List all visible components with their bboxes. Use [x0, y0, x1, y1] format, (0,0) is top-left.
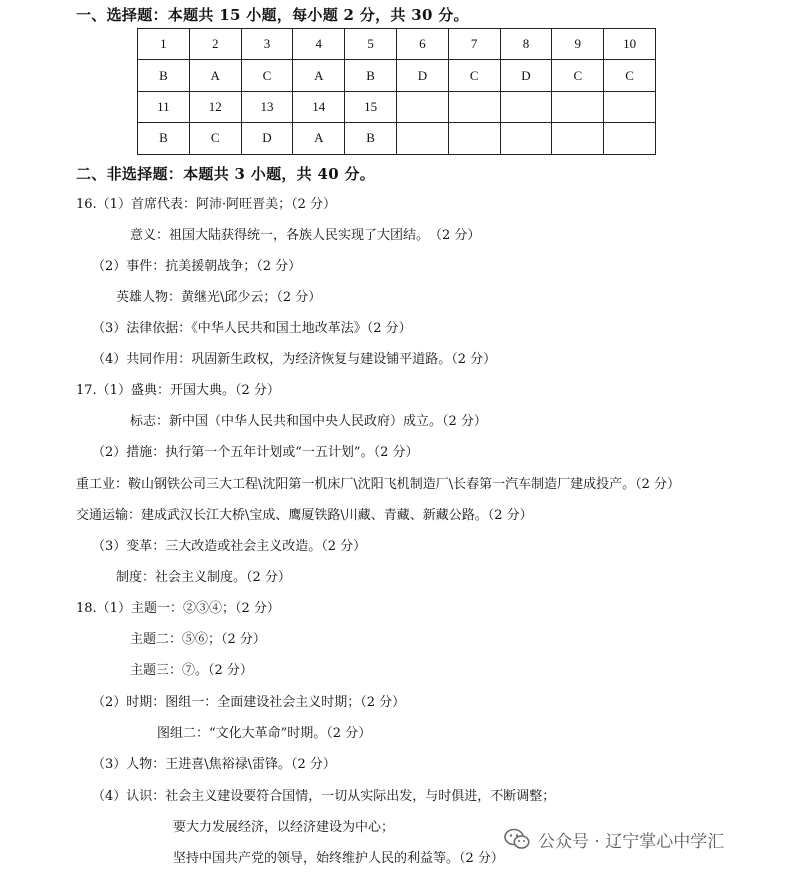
- table-cell: A: [293, 123, 345, 154]
- table-cell: [604, 91, 656, 122]
- table-cell: A: [189, 60, 241, 91]
- watermark: [504, 826, 724, 852]
- watermark-text: 公众号 · 辽宁掌心中学汇: [538, 831, 725, 852]
- q16-part1-line: 16.（1）首席代表：阿沛·阿旺晋美；（2 分）: [76, 197, 336, 212]
- table-cell: 7: [448, 29, 500, 60]
- table-cell: D: [396, 60, 448, 91]
- table-row: [138, 91, 656, 122]
- section-1-title: 一、选择题：本题共 15 小题，每小题 2 分，共 30 分。: [76, 6, 469, 24]
- table-cell: 2: [189, 29, 241, 60]
- q17-part1-mark-line: 标志：新中国（中华人民共和国中央人民政府）成立。（2 分）: [130, 414, 487, 429]
- table-cell: B: [138, 123, 190, 154]
- table-cell: [552, 91, 604, 122]
- table-cell: 8: [500, 29, 552, 60]
- table-cell: 12: [189, 91, 241, 122]
- q18-theme2-line: 主题二：⑤⑥；（2 分）: [130, 632, 266, 647]
- table-cell: C: [241, 60, 293, 91]
- table-cell: 15: [345, 91, 397, 122]
- answer-table: [137, 28, 656, 155]
- q18-part4-line: （4）认识：社会主义建设要符合国情，一切从实际出发，与时俱进，不断调整；: [92, 789, 556, 804]
- table-row: [138, 60, 656, 91]
- table-cell: D: [500, 60, 552, 91]
- table-cell: A: [293, 60, 345, 91]
- q16-part2-line: （2）事件：抗美援朝战争；（2 分）: [92, 259, 302, 274]
- table-cell: 3: [241, 29, 293, 60]
- table-cell: C: [189, 123, 241, 154]
- table-cell: 6: [396, 29, 448, 60]
- table-cell: C: [604, 60, 656, 91]
- q17-heavy-industry-line: 重工业：鞍山钢铁公司三大工程\沈阳第一机床厂\沈阳飞机制造厂\长春第一汽车制造厂建成投产。（2 分）: [76, 477, 681, 492]
- table-cell: C: [552, 60, 604, 91]
- table-cell: B: [345, 123, 397, 154]
- q17-part2-line: （2）措施：执行第一个五年计划或“一五计划”。（2 分）: [92, 445, 419, 460]
- q16-part3-line: （3）法律依据：《中华人民共和国土地改革法》（2 分）: [92, 321, 412, 336]
- table-cell: 1: [138, 29, 190, 60]
- table-cell: 13: [241, 91, 293, 122]
- q17-part1-line: 17.（1）盛典：开国大典。（2 分）: [76, 383, 280, 398]
- table-cell: [448, 123, 500, 154]
- q18-part2-group2-line: 图组二：“文化大革命”时期。（2 分）: [157, 726, 372, 741]
- table-cell: [552, 123, 604, 154]
- table-cell: [396, 91, 448, 122]
- table-cell: 4: [293, 29, 345, 60]
- q16-part4-line: （4）共同作用：巩固新生政权，为经济恢复与建设铺平道路。（2 分）: [92, 352, 497, 367]
- q17-transport-line: 交通运输：建成武汉长江大桥\宝成、鹰厦铁路\川藏、青藏、新藏公路。（2 分）: [76, 508, 533, 523]
- table-cell: 14: [293, 91, 345, 122]
- table-cell: [448, 91, 500, 122]
- table-cell: [604, 123, 656, 154]
- q18-part3-line: （3）人物：王进喜\焦裕禄\雷锋。（2 分）: [92, 757, 336, 772]
- q18-part4-party-line: 坚持中国共产党的领导，始终维护人民的利益等。（2 分）: [173, 851, 504, 866]
- table-row: [138, 29, 656, 60]
- q17-part3-line: （3）变革：三大改造或社会主义改造。（2 分）: [92, 539, 367, 554]
- table-cell: [500, 91, 552, 122]
- table-cell: 11: [138, 91, 190, 122]
- table-cell: B: [138, 60, 190, 91]
- q17-part3-system-line: 制度：社会主义制度。（2 分）: [116, 570, 291, 585]
- section-2-title: 二、非选择题：本题共 3 小题，共 40 分。: [76, 165, 376, 183]
- q16-part1-significance-line: 意义：祖国大陆获得统一，各族人民实现了大团结。 （2 分）: [130, 228, 481, 243]
- table-cell: [396, 123, 448, 154]
- q16-part2-heroes-line: 英雄人物：黄继光\邱少云；（2 分）: [116, 290, 322, 305]
- table-cell: 10: [604, 29, 656, 60]
- table-cell: D: [241, 123, 293, 154]
- table-row: [138, 123, 656, 154]
- wechat-icon: [504, 828, 530, 850]
- q18-part1-line: 18.（1）主题一：②③④；（2 分）: [76, 601, 280, 616]
- table-cell: 9: [552, 29, 604, 60]
- q18-theme3-line: 主题三：⑦。（2 分）: [130, 663, 253, 678]
- table-cell: B: [345, 60, 397, 91]
- q18-part4-economy-line: 要大力发展经济，以经济建设为中心；: [173, 820, 395, 835]
- table-cell: C: [448, 60, 500, 91]
- table-cell: [500, 123, 552, 154]
- q18-part2-line: （2）时期：图组一：全面建设社会主义时期；（2 分）: [92, 695, 406, 710]
- table-cell: 5: [345, 29, 397, 60]
